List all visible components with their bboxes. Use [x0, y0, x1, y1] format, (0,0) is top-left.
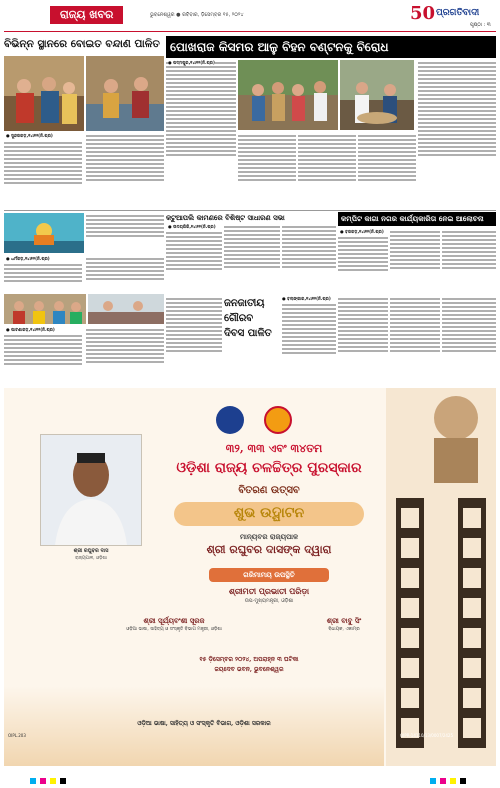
story-text [282, 224, 336, 292]
ad-subtitle: ବିତରଣ ଉତ୍ସବ [238, 485, 300, 496]
headline-janajatiya: ଜନଜାତୀୟ ଗୌରବ ଦିବସ ପାଳିତ [224, 298, 272, 339]
ad-presence-name: ଶ୍ରୀମତୀ ପ୍ରଭାତୀ ପରିଡ଼ା [228, 586, 310, 596]
row-rule [4, 210, 496, 211]
byline-1: ● ସୁନ୍ଦରଗଡ଼,୧୪ା୧୨(ନି.ପ୍ର) [6, 133, 53, 138]
story-text [390, 229, 440, 292]
yellow-swatch [450, 778, 456, 784]
newspaper-logo: ପ୍ରଗତିବାଦୀ [436, 8, 480, 18]
ad-edition: ୩୨, ୩୩ ଏବଂ ୩୪ତମ [225, 442, 323, 455]
black-swatch [460, 778, 466, 784]
photo-potato-1 [238, 60, 338, 130]
header-rule [4, 31, 496, 32]
ad-venue: ଜୟଦେବ ଭବନ, ଭୁବନେଶ୍ୱର [214, 666, 284, 673]
headline-katuapali: କଟୁଆପଲି କାମଣରେ ବିଶିଷ୍ଟ ସାଧାରଣ ସଭା [166, 214, 285, 222]
story-text [442, 296, 496, 383]
story-text [390, 296, 440, 383]
story-text [166, 230, 222, 292]
ad-by-line-1: ମାନ୍ୟବର ରାଜ୍ୟପାଳ [239, 532, 298, 541]
print-color-strip [0, 770, 500, 788]
film-strip-graphic [386, 388, 496, 766]
photo-potato-2 [340, 60, 414, 130]
odisha-emblem-icon [216, 406, 244, 434]
byline-3: ● ଧର୍ମଗଡ଼,୧୪ା୧୨(ନି.ପ୍ର) [6, 256, 50, 261]
story-text [86, 327, 164, 383]
portrait-name: ଶ୍ରୀ ରଘୁବର ଦାସ [73, 548, 109, 554]
story-text [224, 224, 280, 292]
photo-row2-left [4, 213, 84, 253]
byline-6: ● ପାଟଣାଗଡ଼,୧୪ା୧୨(ନି.ପ୍ର) [6, 327, 55, 332]
story-text [442, 229, 496, 292]
byline-2: ● ପଦ୍ମପୁର,୧୪ା୧୨(ନି.ପ୍ର) [168, 60, 215, 65]
story-text [4, 140, 82, 208]
photo-boita-2 [86, 56, 164, 131]
ad-guest-2-role: ବିଧାୟକ, ଏକାମ୍ର [328, 627, 360, 632]
story-text [238, 133, 296, 208]
ad-guest-2-name: ଶ୍ରୀ ବାବୁ ସିଂ [326, 616, 362, 625]
portrait-role: ରାଜ୍ୟପାଳ, ଓଡ଼ିଶା [75, 556, 107, 561]
photo-row3-left [4, 294, 86, 324]
photo-boita-1 [4, 56, 84, 131]
page-number: ପୃଷ୍ଠା : ୩ [470, 22, 491, 28]
story-text [86, 133, 164, 208]
story-text [166, 296, 222, 383]
byline-4: ● ଉଦୟଗିରି,୧୪ା୧୨(ନି.ପ୍ର) [168, 224, 216, 229]
story-text [338, 296, 388, 383]
ad-guest-1-role: ଓଡ଼ିଆ ଭାଷା, ସାହିତ୍ୟ ଓ ସଂସ୍କୃତି ବିଭାଗ ମନ୍ତ୍ରୀ, ଓଡ଼ିଶା [126, 627, 222, 632]
ad-footer: ଓଡ଼ିଆ ଭାଷା, ସାହିତ୍ୟ ଓ ସଂସ୍କୃତି ବିଭାଗ, ଓଡ଼ିଶା ସରକାର [137, 720, 271, 727]
story-text [4, 262, 82, 292]
cyan-swatch [30, 778, 36, 784]
film-awards-advertisement [4, 388, 496, 766]
story-text [166, 60, 236, 210]
story-text [86, 256, 164, 292]
story-text [418, 60, 496, 208]
anniversary-logo: 50 [410, 3, 436, 24]
photo-row3-mid [88, 294, 164, 324]
story-text [282, 302, 336, 383]
ad-code-left: OIPL.203 [8, 733, 26, 738]
magenta-swatch [40, 778, 46, 784]
story-text [338, 235, 388, 292]
ad-title: ଓଡ଼ିଶା ରାଜ୍ୟ ଚଳଚ୍ଚିତ୍ର ପୁରସ୍କାର [176, 460, 362, 476]
magenta-swatch [440, 778, 446, 784]
section-title: ରାଜ୍ୟ ଖବର [50, 6, 123, 24]
ad-guest-1-name: ଶ୍ରୀ ସୂର୍ଯ୍ୟବଂଶୀ ସୂରଜ [143, 616, 205, 625]
yellow-swatch [50, 778, 56, 784]
headline-potato-seed: ପୋଖରାଜ କିସମର ଆଳୁ ବିହନ ବଣ୍ଟନକୁ ବିରୋଧ [166, 36, 496, 58]
ad-gracious-presence: ଗରିମାମୟ ଉପସ୍ଥିତି [243, 570, 295, 579]
byline-5: ● ବରଗଡ଼,୧୪ା୧୨(ନି.ପ୍ର) [340, 229, 384, 234]
story-text [4, 333, 82, 383]
ad-date-time: ୧୫ ଡ଼ିସେମ୍ବର ୨୦୨୪, ଅପରାହ୍ନ ୩ ଘଟିକା [199, 656, 299, 663]
ad-by-line-2: ଶ୍ରୀ ରଘୁବର ଦାସଙ୍କ ଦ୍ୱାରା [206, 543, 332, 556]
governor-portrait [40, 434, 142, 546]
department-logo-icon [264, 406, 292, 434]
headline-boita-bandana: ବିଭିନ୍ନ ସ୍ଥାନରେ ବୋଇତ ବନ୍ଦାଣ ପାଳିତ [4, 38, 160, 50]
ad-presence-role: ଉପ-ମୁଖ୍ୟମନ୍ତ୍ରୀ, ଓଡ଼ିଶା [244, 598, 294, 604]
cyan-swatch [430, 778, 436, 784]
story-text [298, 133, 356, 208]
byline-7: ● ବଲାଙ୍ଗୀର,୧୪ା୧୨(ନି.ପ୍ର) [282, 296, 331, 301]
story-text [358, 133, 416, 208]
ad-code-right: OIPR-14110/13/0007/2425 [400, 733, 454, 738]
edition-meta: ଭୁବନେଶ୍ୱର ● ରବିବାର, ଡ଼ିସେମ୍ବର ୧୫, ୨୦୨୪ [150, 12, 244, 18]
black-swatch [60, 778, 66, 784]
story-text [86, 213, 164, 253]
ad-inaugural: ଶୁଭ ଉଦ୍ଘାଟନ [233, 505, 305, 521]
headline-nagar-meeting: କମ୍ପିଟ କାଗା ନଗର କାର୍ଯ୍ୟକାରିତା ନେଇ ଆଲୋଚନା [338, 212, 496, 226]
